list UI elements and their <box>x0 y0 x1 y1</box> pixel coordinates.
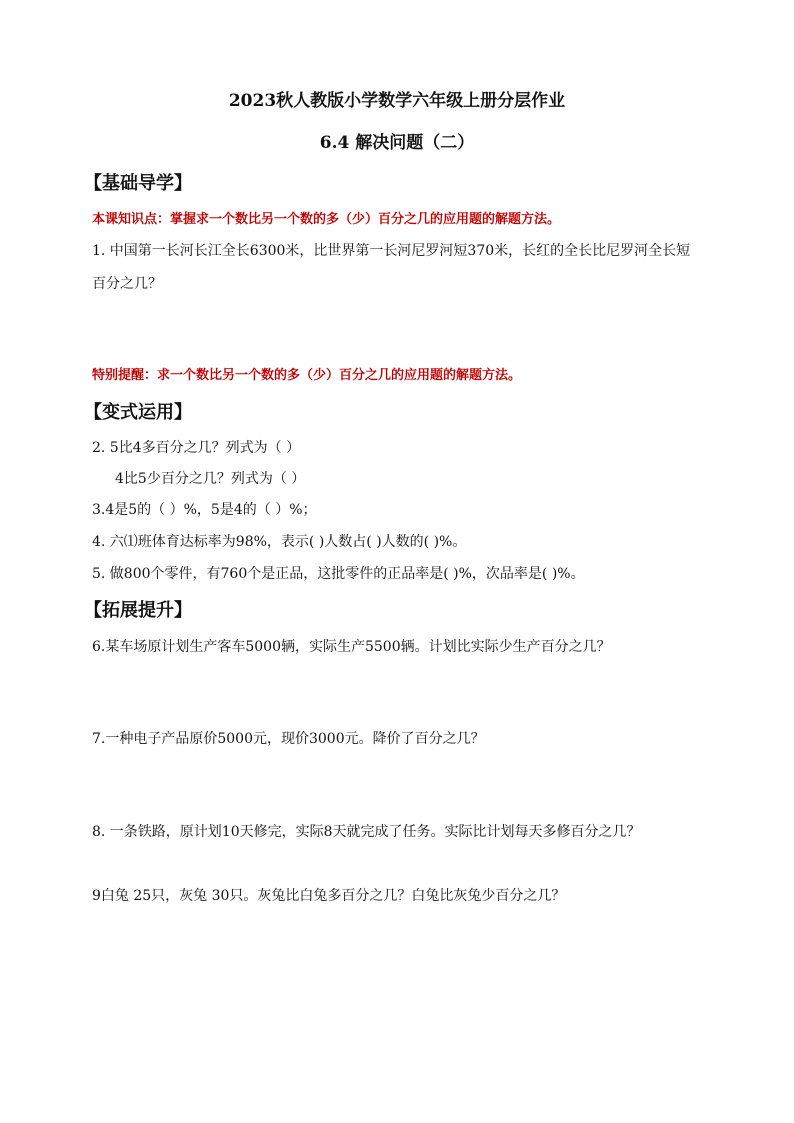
knowledge-point-note: 本课知识点：掌握求一个数比另一个数的多（少）百分之几的应用题的解题方法。 <box>92 212 561 227</box>
question-4: 4. 六⑴班体育达标率为98%，表示( )人数占( )人数的( )%。 <box>92 534 467 550</box>
page-title: 2023秋人教版小学数学六年级上册分层作业 <box>228 91 566 111</box>
question-5: 5. 做800个零件，有760个是正品，这批零件的正品率是( )%，次品率是( )%。 <box>92 566 585 582</box>
question-6: 6.某车场原计划生产客车5000辆，实际生产5500辆。计划比实际少生产百分之几？ <box>92 639 611 655</box>
lesson-subtitle: 6.4 解决问题（二） <box>319 133 475 153</box>
section-extend: 【拓展提升】 <box>84 600 192 621</box>
question-9: 9白兔 25只，灰兔 30只。灰兔比白兔多百分之几？白兔比灰兔少百分之几？ <box>92 888 566 904</box>
question-2-line-1: 2. 5比4多百分之几？列式为（ ） <box>92 440 301 456</box>
question-2-line-2: 4比5少百分之几？列式为（ ） <box>115 471 306 487</box>
section-basic: 【基础导学】 <box>84 173 192 194</box>
question-3: 3.4是5的（ ）%，5是4的（ ）%； <box>92 502 317 518</box>
question-8: 8. 一条铁路，原计划10天修完，实际8天就完成了任务。实际比计划每天多修百分之几？ <box>92 824 641 840</box>
reminder-note: 特别提醒：求一个数比另一个数的多（少）百分之几的应用题的解题方法。 <box>92 368 522 383</box>
section-variant: 【变式运用】 <box>84 402 192 423</box>
question-1-line-2: 百分之几？ <box>92 276 162 292</box>
question-1-line-1: 1. 中国第一长河长江全长6300米，比世界第一长河尼罗河短370米，长红的全长比尼罗河全长短 <box>92 243 691 259</box>
question-7: 7.一种电子产品原价5000元，现价3000元。降价了百分之几？ <box>92 731 485 747</box>
